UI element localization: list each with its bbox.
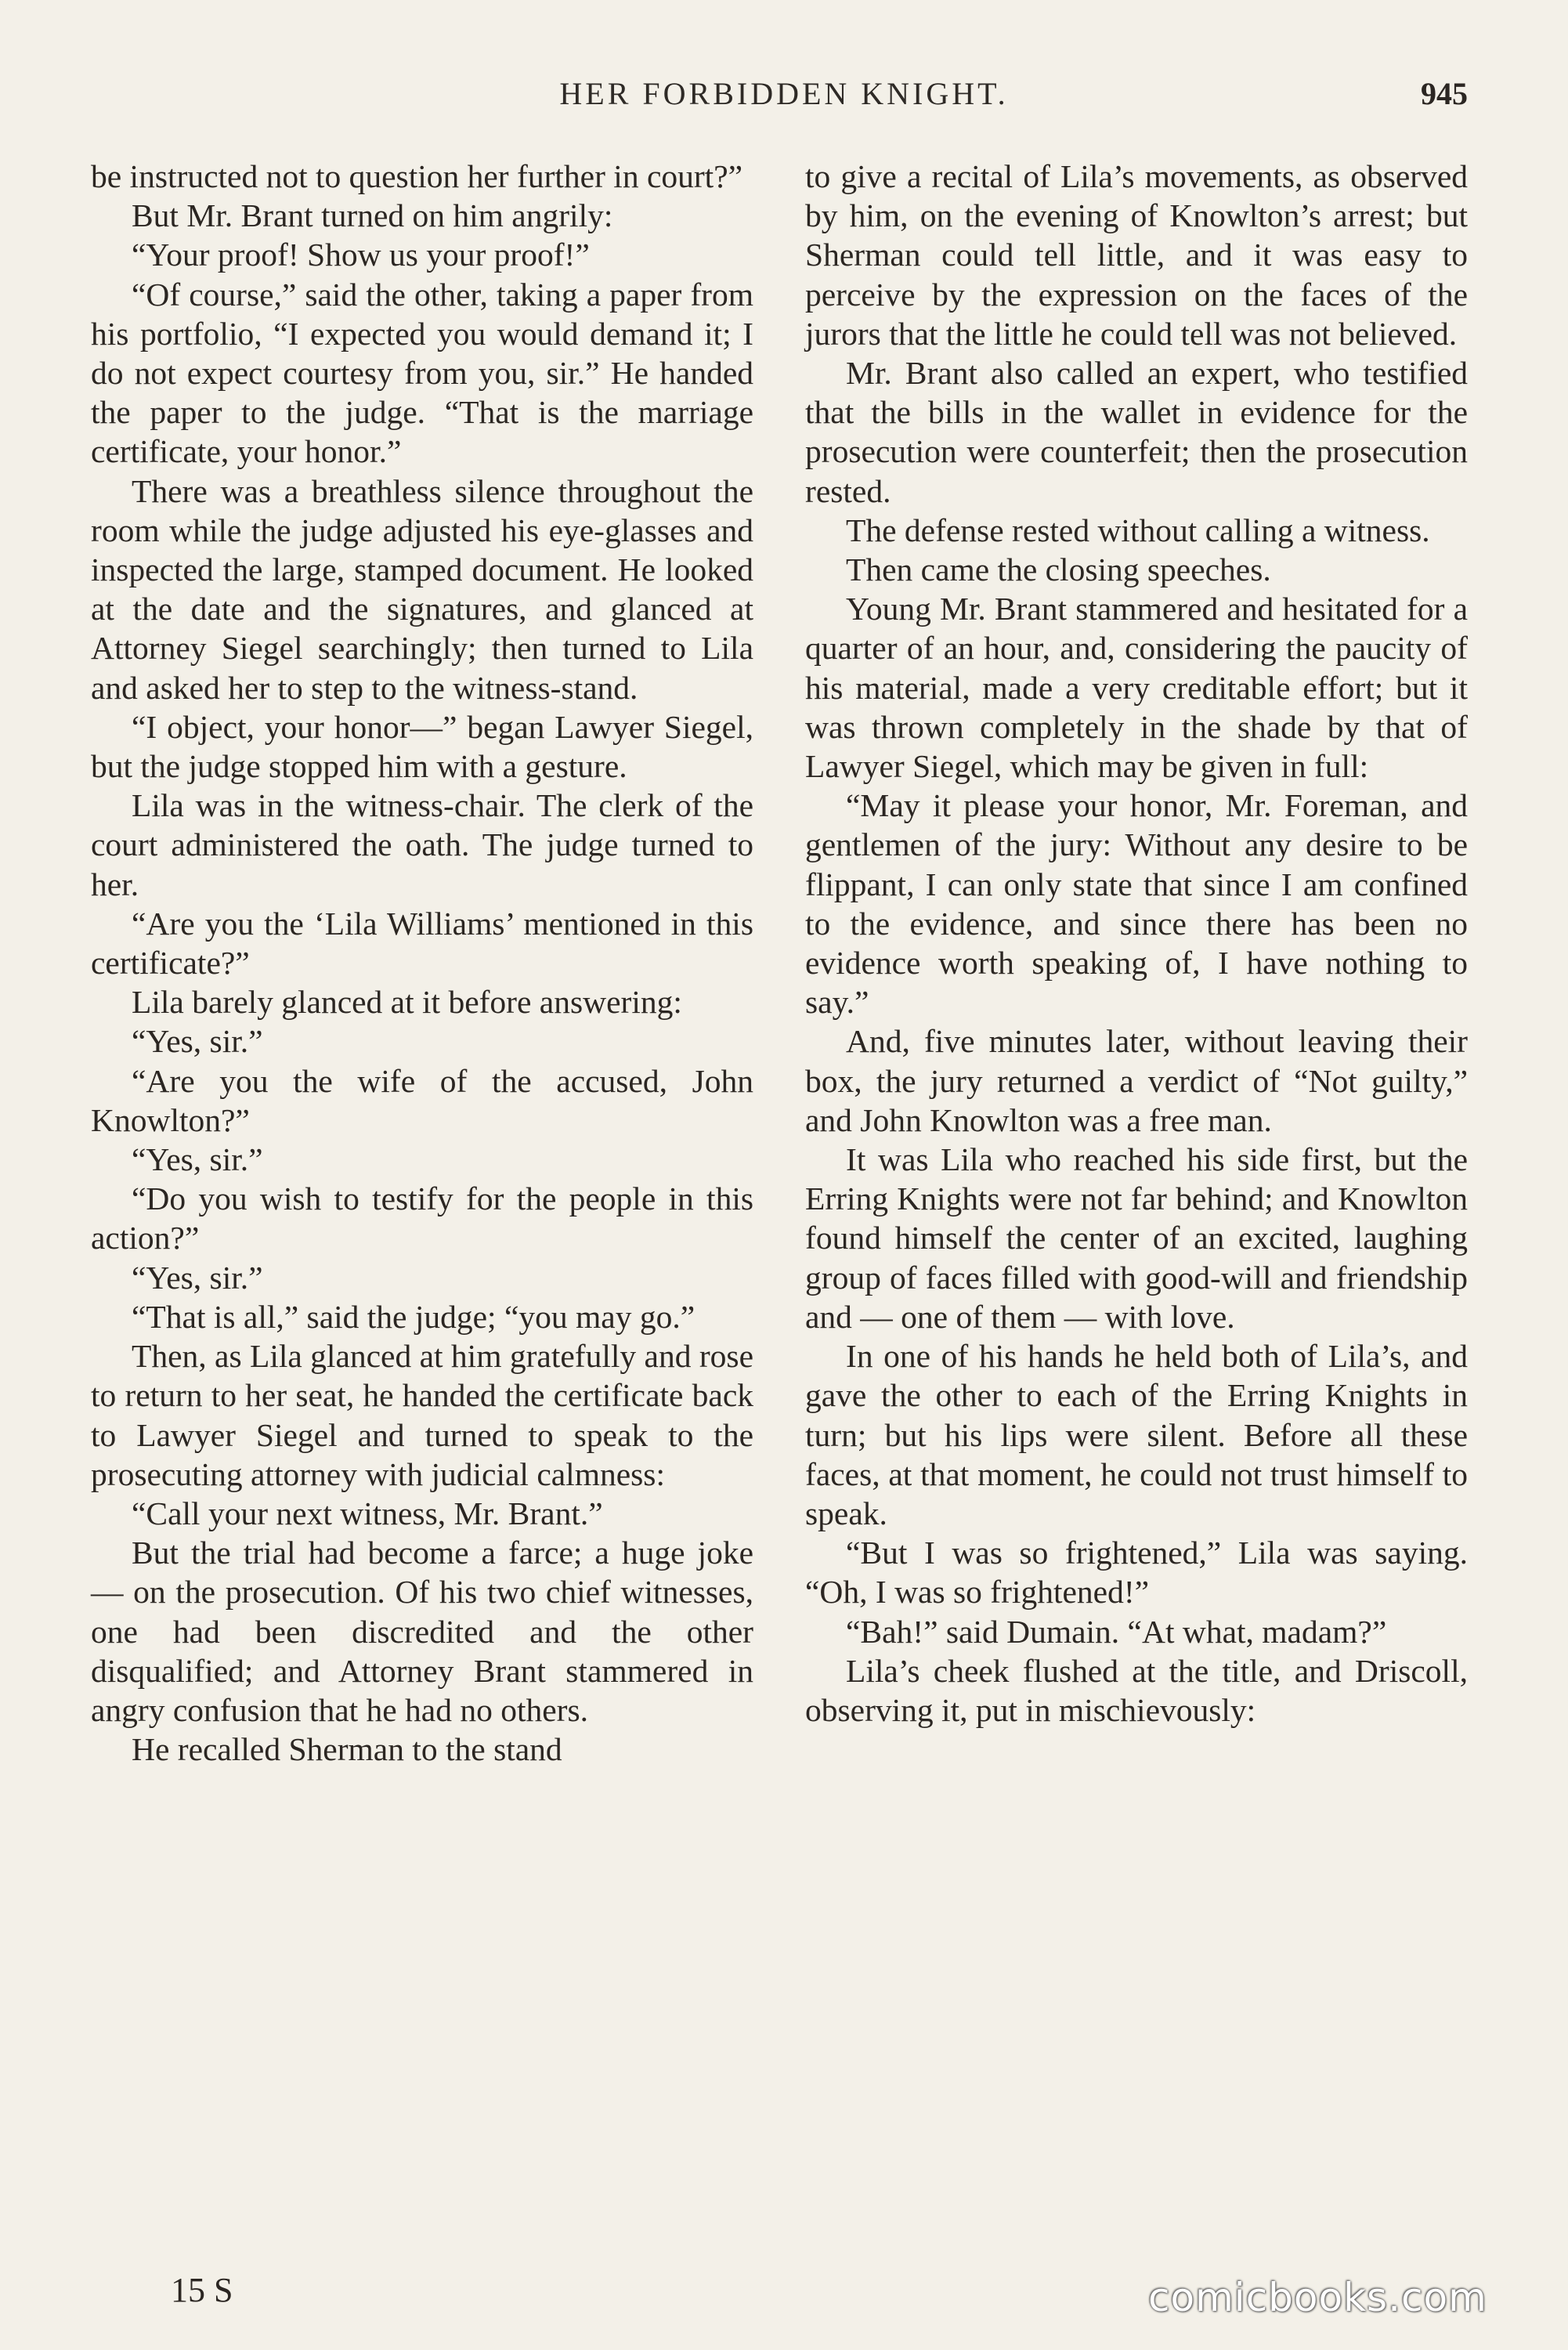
paragraph: He recalled Sherman to the stand <box>132 1731 562 1768</box>
paragraph: “Your proof! Show us your proof!” <box>132 237 590 273</box>
paragraph: “Do you wish to testify for the people in this action?” <box>91 1180 753 1256</box>
paragraph: “Yes, sir.” <box>132 1141 263 1178</box>
signature-mark: 15 S <box>171 2271 233 2309</box>
paragraph: “Are you the ‘Lila Williams’ mentioned in this certificate?” <box>91 905 753 982</box>
paragraph: Young Mr. Brant stammered and hesitated for a quarter of an hour, and, considering the paucity of his material, made a very creditable effort; but it was thrown completely in the shade by that of Lawyer Siegel, which may be given in full: <box>805 591 1468 785</box>
paragraph: In one of his hands he held both of Lila’s, and gave the other to each of the Erring Knights in turn; but his lips were silent. Before all these faces, at that moment, he could not trust himself to speak. <box>805 1338 1468 1531</box>
paragraph: The defense rested without calling a witness. <box>846 512 1430 548</box>
paragraph: Lila was in the witness-chair. The clerk of the court administered the oath. The judge turned to her. <box>91 787 753 902</box>
paragraph: “Yes, sir.” <box>132 1259 263 1296</box>
paragraph: There was a breathless silence throughout the room while the judge adjusted his eye-glasses and inspected the large, stamped document. He looked at the date and the signatures, and glanced at Attorney Siegel searchingly; then turned to Lila and asked her to step to the witness-stand. <box>91 472 753 706</box>
page-number: 945 <box>1421 76 1468 111</box>
paragraph: to give a recital of Lila’s movements, as observed by him, on the evening of Knowlton’s arrest; but Sherman could tell little, and it was easy to perceive by the expression on the faces of the jurors that the little he could tell was not believed. <box>805 158 1468 352</box>
paragraph: “Of course,” said the other, taking a paper from his portfolio, “I expected you would demand it; I do not expect courtesy from you, sir.” He handed the paper to the judge. “That is the marriage certificate, your honor.” <box>91 276 753 470</box>
paragraph: Mr. Brant also called an expert, who testified that the bills in the wallet in evidence for the prosecution were counterfeit; then the prosecution rested. <box>805 355 1468 509</box>
watermark: comicbooks.com <box>1148 2275 1487 2320</box>
paragraph: “I object, your honor—” began Lawyer Siegel, but the judge stopped him with a gesture. <box>91 708 753 785</box>
paragraph: “That is all,” said the judge; “you may go.” <box>132 1298 695 1335</box>
running-head-title: HER FORBIDDEN KNIGHT. <box>559 76 1009 111</box>
paragraph: Then, as Lila glanced at him gratefully and rose to return to her seat, he handed the certificate back to Lawyer Siegel and turned to speak to the prosecuting attorney with judicial calmness: <box>91 1338 753 1492</box>
paragraph: Then came the closing speeches. <box>846 551 1271 588</box>
right-text-column <box>805 157 1468 1730</box>
paragraph: “Yes, sir.” <box>132 1023 263 1060</box>
paragraph: Lila’s cheek flushed at the title, and Driscoll, observing it, put in mischievously: <box>805 1652 1468 1728</box>
paragraph: “But I was so frightened,” Lila was saying. “Oh, I was so frightened!” <box>805 1535 1468 1611</box>
paragraph: “Bah!” said Dumain. “At what, madam?” <box>846 1613 1387 1650</box>
paragraph: be instructed not to question her further in court?” <box>91 158 743 194</box>
paragraph: “May it please your honor, Mr. Foreman, and gentlemen of the jury: Without any desire to be flippant, I can only state that since I am confined to the evidence, and since there has been no evidence worth speaking of, I have nothing to say.” <box>805 787 1468 1021</box>
left-text-column <box>91 157 753 1769</box>
paragraph: But Mr. Brant turned on him angrily: <box>132 197 613 234</box>
paragraph: “Are you the wife of the accused, John Knowlton?” <box>91 1062 753 1138</box>
paragraph: It was Lila who reached his side first, but the Erring Knights were not far behind; and Knowlton found himself the center of an excited, laughing group of faces filled with good-will and friendship and — one of them — with love. <box>805 1141 1468 1335</box>
paragraph: Lila barely glanced at it before answering: <box>132 984 682 1021</box>
paragraph: But the trial had become a farce; a huge joke — on the prosecution. Of his two chief witnesses, one had been discredited and the other disqualified; and Attorney Brant stammered in angry confusion that he had no others. <box>91 1535 753 1728</box>
paragraph: “Call your next witness, Mr. Brant.” <box>132 1495 603 1531</box>
paragraph: And, five minutes later, without leaving their box, the jury returned a verdict of “Not guilty,” and John Knowlton was a free man. <box>805 1023 1468 1138</box>
